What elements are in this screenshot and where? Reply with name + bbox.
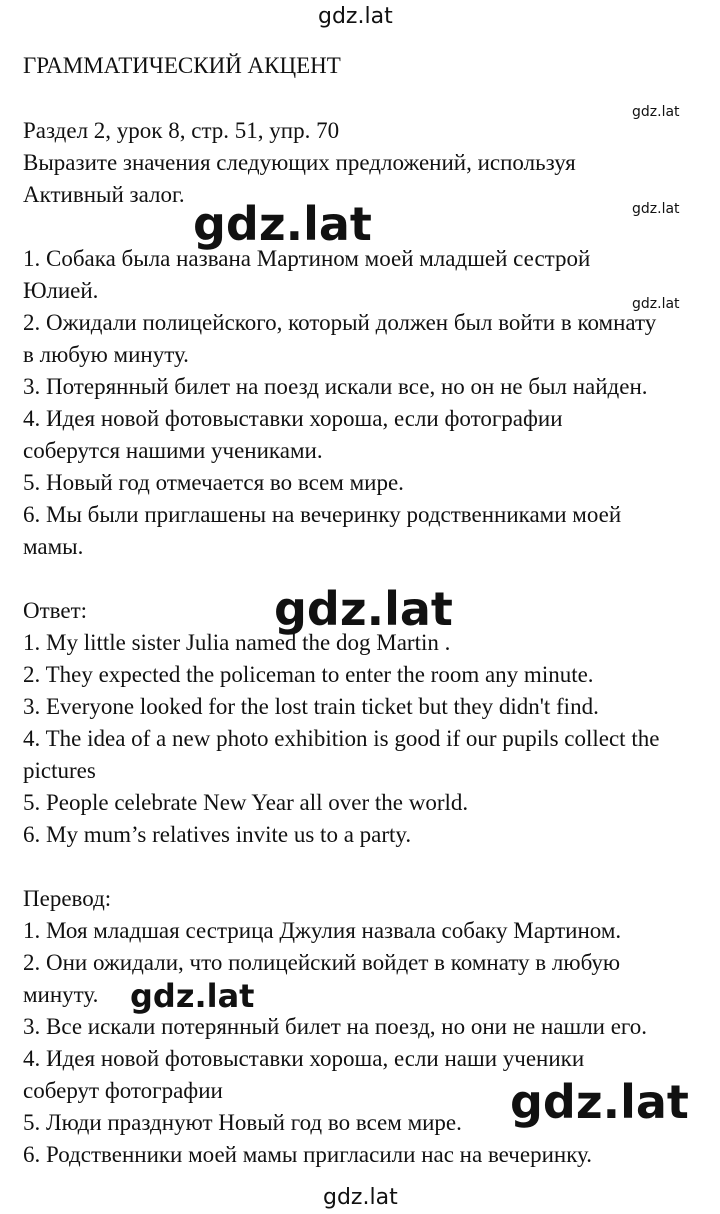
- watermark-bottom: gdz.lat: [323, 1185, 398, 1210]
- task-item-line: 6. Мы были приглашены на вечеринку родственниками моей: [23, 502, 622, 527]
- watermark-right-3: gdz.lat: [632, 296, 680, 312]
- translation-item-line: 1. Моя младшая сестрица Джулия назвала собаку Мартином.: [23, 918, 622, 943]
- task-instruction-line-1: Выразите значения следующих предложений, используя: [23, 150, 576, 175]
- translation-item-line: 4. Идея новой фотовыставки хороша, если наши ученики: [23, 1046, 585, 1071]
- watermark-right-2: gdz.lat: [632, 201, 680, 217]
- translation-item-line: 5. Люди празднуют Новый год во всем мире.: [23, 1110, 462, 1135]
- answer-item-line: 2. They expected the policeman to enter the room any minute.: [23, 662, 594, 687]
- task-item-line: мамы.: [23, 534, 84, 559]
- translation-item-line: 2. Они ожидали, что полицейский войдет в комнату в любую: [23, 950, 621, 975]
- translation-item-line: 6. Родственники моей мамы пригласили нас на вечеринку.: [23, 1142, 592, 1167]
- task-item-line: 1. Собака была названа Мартином моей младшей сестрой: [23, 246, 591, 271]
- watermark-top: gdz.lat: [318, 4, 393, 29]
- task-item-line: 2. Ожидали полицейского, который должен был войти в комнату: [23, 310, 657, 335]
- watermark-right-1: gdz.lat: [632, 104, 680, 120]
- task-instruction-line-2: Активный залог.: [23, 182, 185, 207]
- task-item-line: соберутся нашими учениками.: [23, 438, 323, 463]
- answer-item-line: 4. The idea of a new photo exhibition is good if our pupils collect the: [23, 726, 660, 751]
- task-reference: Раздел 2, урок 8, стр. 51, упр. 70: [23, 118, 340, 143]
- task-item-line: в любую минуту.: [23, 342, 189, 367]
- task-item-line: 3. Потерянный билет на поезд искали все, но он не был найден.: [23, 374, 648, 399]
- task-item-line: 5. Новый год отмечается во всем мире.: [23, 470, 404, 495]
- watermark-big-1: gdz.lat: [193, 197, 372, 251]
- answer-item-line: 6. My mum’s relatives invite us to a party.: [23, 822, 412, 847]
- watermark-big-2: gdz.lat: [274, 582, 453, 636]
- answer-item-line: 3. Everyone looked for the lost train ticket but they didn't find.: [23, 694, 599, 719]
- section-title: ГРАММАТИЧЕСКИЙ АКЦЕНТ: [23, 53, 341, 78]
- translation-item-line: соберут фотографии: [23, 1078, 223, 1103]
- answer-item-line: pictures: [23, 758, 96, 783]
- translation-item-line: 3. Все искали потерянный билет на поезд, но они не нашли его.: [23, 1014, 648, 1039]
- translation-heading: Перевод:: [23, 886, 112, 911]
- answer-item-line: 5. People celebrate New Year all over the world.: [23, 790, 469, 815]
- watermark-big-3: gdz.lat: [510, 1075, 689, 1129]
- task-item-line: Юлией.: [23, 278, 99, 303]
- answer-item-line: 1. My little sister Julia named the dog Martin .: [23, 630, 451, 655]
- task-item-line: 4. Идея новой фотовыставки хороша, если фотографии: [23, 406, 563, 431]
- answer-heading: Ответ:: [23, 598, 88, 623]
- watermark-mid-1: gdz.lat: [130, 977, 255, 1015]
- translation-item-line: минуту.: [23, 982, 99, 1007]
